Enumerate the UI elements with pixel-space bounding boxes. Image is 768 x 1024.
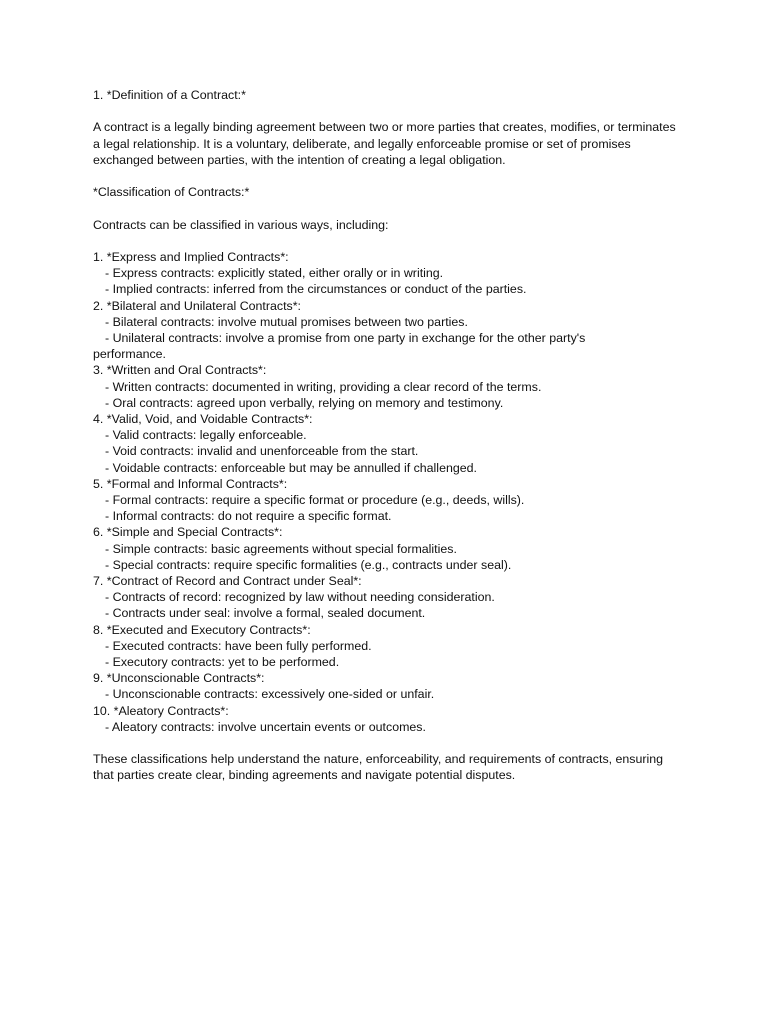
- document-page: [93, 87, 683, 784]
- class-title: 10. *Aleatory Contracts*:: [93, 703, 229, 718]
- class-item: - Valid contracts: legally enforceable.: [105, 428, 307, 443]
- class-item: - Implied contracts: inferred from the circumstances or conduct of the parties.: [105, 282, 527, 297]
- classification-intro: Contracts can be classified in various ways, including:: [93, 217, 389, 232]
- class-item: - Void contracts: invalid and unenforceable from the start.: [105, 444, 419, 459]
- class-title: 9. *Unconscionable Contracts*:: [93, 671, 265, 686]
- class-item: - Voidable contracts: enforceable but may be annulled if challenged.: [105, 460, 477, 475]
- classification-list: [93, 249, 683, 735]
- class-title: 8. *Executed and Executory Contracts*:: [93, 622, 311, 637]
- spacer: [93, 735, 683, 751]
- class-title: 4. *Valid, Void, and Voidable Contracts*:: [93, 412, 313, 426]
- class-item: - Simple contracts: basic agreements without special formalities.: [105, 541, 457, 556]
- definition-heading: 1. *Definition of a Contract:*: [93, 88, 246, 102]
- class-item: - Bilateral contracts: involve mutual promises between two parties.: [105, 314, 468, 329]
- class-item: - Express contracts: explicitly stated, either orally or in writing.: [105, 266, 444, 281]
- class-item: - Unconscionable contracts: excessively one-sided or unfair.: [105, 687, 435, 702]
- class-title: 6. *Simple and Special Contracts*:: [93, 525, 283, 540]
- class-item: - Unilateral contracts: involve a promise from one party in exchange for the other party's: [105, 330, 586, 345]
- class-title: 5. *Formal and Informal Contracts*:: [93, 476, 288, 491]
- class-title: 3. *Written and Oral Contracts*:: [93, 363, 267, 378]
- class-item: - Aleatory contracts: involve uncertain events or outcomes.: [105, 719, 426, 734]
- class-item: - Executed contracts: have been fully performed.: [105, 638, 372, 653]
- definition-text: A contract is a legally binding agreement between two or more parties that creates, modifies, or terminates a legal relationship. It is a voluntary, deliberate, and legally enforceable promise or set of promises exchanged between parties, with the intention of creating a legal obligation.: [93, 120, 680, 167]
- class-item: - Oral contracts: agreed upon verbally, relying on memory and testimony.: [105, 395, 504, 410]
- classification-heading: *Classification of Contracts:*: [93, 185, 250, 200]
- spacer: [93, 168, 683, 184]
- class-item: - Contracts of record: recognized by law without needing consideration.: [105, 590, 495, 605]
- class-item: - Informal contracts: do not require a specific format.: [105, 509, 392, 524]
- spacer: [93, 233, 683, 249]
- class-title: 1. *Express and Implied Contracts*:: [93, 249, 289, 264]
- class-item: - Contracts under seal: involve a formal, sealed document.: [105, 606, 426, 621]
- class-item: - Special contracts: require specific formalities (e.g., contracts under seal).: [105, 557, 512, 572]
- spacer: [93, 103, 683, 119]
- class-item: - Executory contracts: yet to be performed.: [105, 655, 340, 670]
- class-item: - Formal contracts: require a specific format or procedure (e.g., deeds, wills).: [105, 493, 525, 508]
- spacer: [93, 200, 683, 216]
- class-title: 2. *Bilateral and Unilateral Contracts*:: [93, 298, 301, 313]
- class-item: - Written contracts: documented in writing, providing a clear record of the terms.: [105, 379, 542, 394]
- conclusion-text: These classifications help understand the nature, enforceability, and requirements of contracts, ensuring that parties create clear, binding agreements and navigate potential disputes.: [93, 752, 667, 783]
- class-title: 7. *Contract of Record and Contract under Seal*:: [93, 574, 362, 589]
- class-item-continuation: performance.: [93, 347, 167, 362]
